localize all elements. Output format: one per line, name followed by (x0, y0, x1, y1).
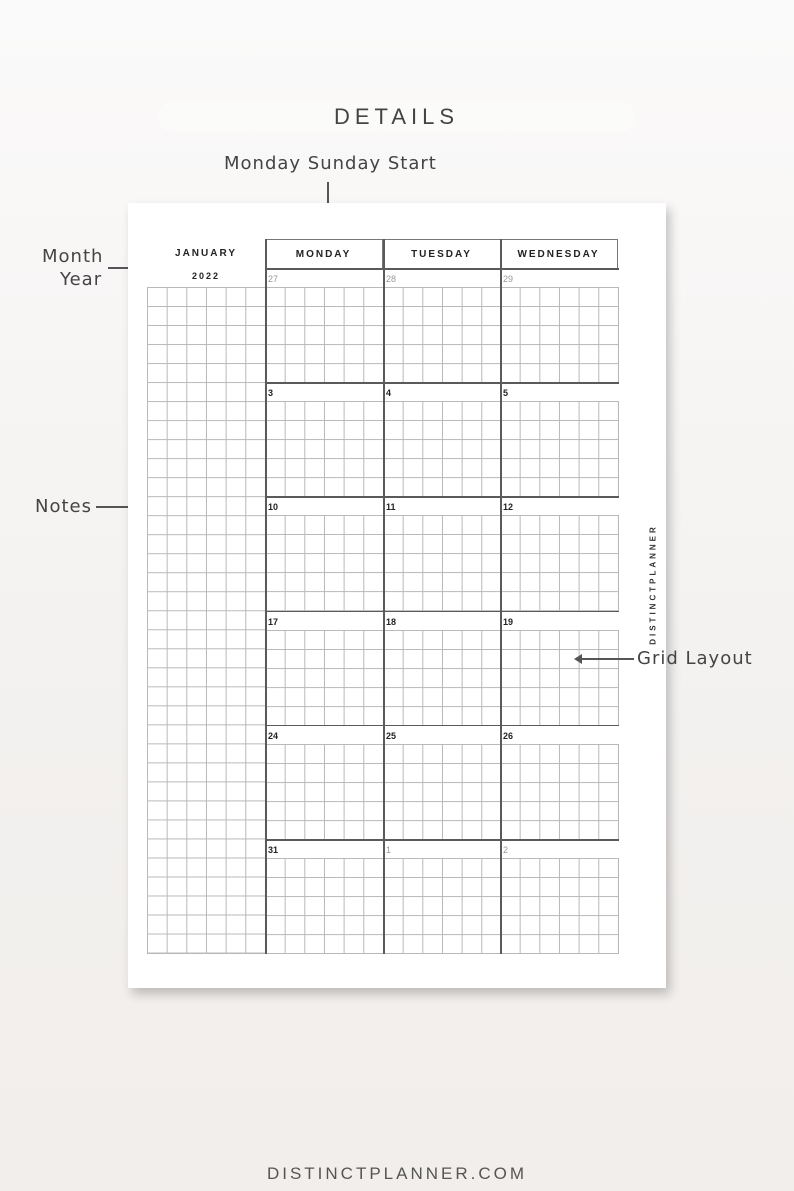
day-cell-grid (383, 401, 502, 497)
day-cell-grid (265, 744, 384, 840)
date-label: 10 (268, 502, 279, 513)
day-header-wednesday: WEDNESDAY (500, 239, 618, 268)
date-label: 11 (386, 502, 396, 513)
annotation-grid-layout: Grid Layout (637, 648, 753, 669)
date-label: 17 (268, 616, 279, 627)
date-label: 26 (503, 730, 514, 741)
year-label: 2022 (191, 271, 221, 281)
date-label: 1 (386, 845, 392, 855)
date-label: 28 (386, 274, 397, 284)
day-cell-grid (265, 858, 384, 954)
day-cell-grid (500, 401, 619, 497)
day-cell-grid (383, 858, 502, 954)
date-label: 3 (268, 388, 274, 399)
arrowhead-icon (574, 654, 582, 664)
date-label: 5 (503, 388, 509, 399)
column-divider (265, 239, 267, 954)
day-header-tuesday: TUESDAY (383, 239, 501, 268)
day-cell-grid (265, 401, 384, 497)
brand-vertical-text: DISTINCTPLANNER (648, 524, 658, 645)
date-label: 27 (268, 274, 279, 284)
day-cell-grid (500, 858, 619, 954)
date-label: 12 (503, 502, 514, 513)
date-label: 19 (503, 616, 514, 627)
column-divider (383, 239, 385, 954)
annotation-year: Year (60, 269, 103, 290)
annotation-week-start: Monday Sunday Start (224, 153, 437, 174)
date-label: 31 (268, 845, 279, 855)
day-cell-grid (500, 287, 619, 383)
notes-grid (147, 287, 266, 954)
day-cell-grid (500, 630, 619, 726)
date-label: 24 (268, 730, 279, 741)
day-cell-grid (383, 287, 502, 383)
details-title: DETAILS (158, 101, 635, 132)
day-cell-grid (383, 744, 502, 840)
day-cell-grid (265, 287, 384, 383)
date-label: 29 (503, 274, 514, 284)
annotation-notes: Notes (35, 496, 92, 517)
day-cell-grid (265, 630, 384, 726)
arrow-left-icon (578, 658, 634, 660)
column-divider (500, 239, 502, 954)
day-cell-grid (500, 744, 619, 840)
date-label: 2 (503, 845, 509, 855)
day-cell-grid (383, 515, 502, 611)
footer-url: DISTINCTPLANNER.COM (266, 1164, 528, 1183)
day-cell-grid (265, 515, 384, 611)
date-label: 4 (386, 388, 392, 399)
month-label: JANUARY (175, 248, 237, 259)
annotation-month: Month (42, 246, 104, 267)
day-cell-grid (500, 515, 619, 611)
date-label: 18 (386, 616, 397, 627)
day-header-monday: MONDAY (265, 239, 383, 268)
day-cell-grid (383, 630, 502, 726)
date-label: 25 (386, 730, 397, 741)
